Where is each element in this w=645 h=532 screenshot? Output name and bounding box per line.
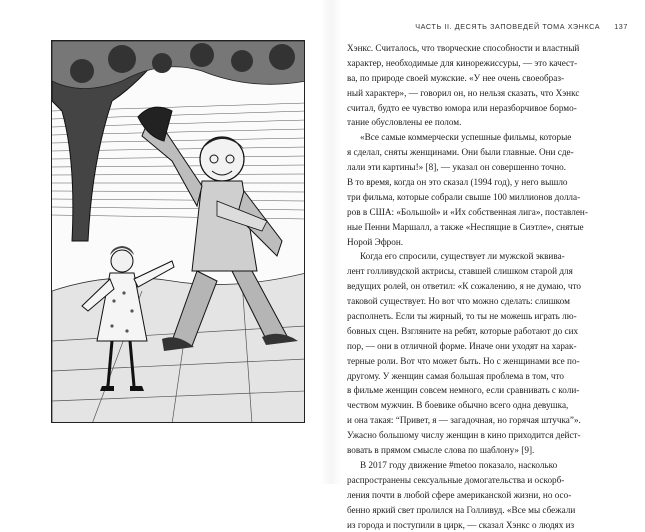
text-line: другому. У женщин самая большая проблема в том, что (347, 369, 633, 384)
text-line: В то время, когда он это сказал (1994 год), у него вышло (347, 175, 633, 190)
text-line: Хэнкс. Считалось, что творческие способности и властный (347, 41, 633, 56)
text-line: ров в США: «Большой» и «Их собственная лига», поставлен- (347, 205, 633, 220)
vintage-engraving-icon (52, 41, 305, 423)
left-page (0, 0, 330, 484)
text-line: бовных сцен. Взгляните на ребят, которые работают до сих (347, 324, 633, 339)
running-header (342, 22, 628, 31)
text-line: Норой Эфрон. (347, 235, 633, 250)
text-line: из города и поступили в цирк, — сказал Хэнкс о людях из (347, 518, 633, 532)
text-line: считал, будто ее чувство юмора или неразборчивое бормо- (347, 101, 633, 116)
text-line: распространены сексуальные домогательства и оскорб- (347, 473, 633, 488)
text-line: ведущих ролей, он ответил: «К сожалению, я не думаю, что (347, 279, 633, 294)
engraving-illustration (51, 40, 305, 423)
text-line: характер, необходимые для кинорежиссуры, — это качест- (347, 56, 633, 71)
text-line: располнеть. Если ты жирный, то ты не можешь играть лю- (347, 309, 633, 324)
text-line: я сделал, сняты женщинами. Они были главные. Они сде- (347, 145, 633, 160)
text-line: пор, — они в отличной форме. Иначе они уходят на харак- (347, 339, 633, 354)
text-line: Когда его спросили, существует ли мужской эквива- (347, 249, 633, 264)
text-line: ный характер», — говорил он, но нельзя сказать, что Хэнкс (347, 86, 633, 101)
right-page (330, 0, 645, 484)
text-line: терные роли. Вот что может быть. Но с женщинами все по- (347, 354, 633, 369)
text-line: три фильма, которые собрали свыше 100 миллионов долла- (347, 190, 633, 205)
text-line: бенно яркий свет пролился на Голливуд. «Все мы сбежали (347, 503, 633, 518)
text-line: ления почти в любой сфере американской жизни, но осо- (347, 488, 633, 503)
text-line: и она такая: “Привет, я — загадочная, но горячая штучка”». (347, 413, 633, 428)
text-line: В 2017 году движение #metoo показало, насколько (347, 458, 633, 473)
text-line: тание обусловлены ее полом. (347, 115, 633, 130)
text-line: ва, по природе своей мужские. «У нее очень своеобраз- (347, 71, 633, 86)
text-line: лали эти картины!» [8], — указал он совершенно точно. (347, 160, 633, 175)
text-line: «Все самые коммерчески успешные фильмы, которые (347, 130, 633, 145)
page-number: 137 (614, 22, 628, 31)
text-line: ные Пенни Маршалл, а также «Неспящие в Сиэтле», снятые (347, 220, 633, 235)
text-line: Ужасно большому числу женщин в кино приходится дейст- (347, 428, 633, 443)
text-line: вовать в прямом смысле слова по шаблону» [9]. (347, 443, 633, 458)
chapter-title: ЧАСТЬ II. ДЕСЯТЬ ЗАПОВЕДЕЙ ТОМА ХЭНКСА (415, 22, 600, 31)
body-text (347, 41, 633, 532)
text-line: в фильме женщин совсем немного, если сравнивать с коли- (347, 383, 633, 398)
text-line: таковой существует. Но вот что можно сделать: слишком (347, 294, 633, 309)
text-line: чеством мужчин. В боевике обычно всего одна девушка, (347, 398, 633, 413)
text-line: лент голливудской актрисы, ставшей слишком старой для (347, 264, 633, 279)
